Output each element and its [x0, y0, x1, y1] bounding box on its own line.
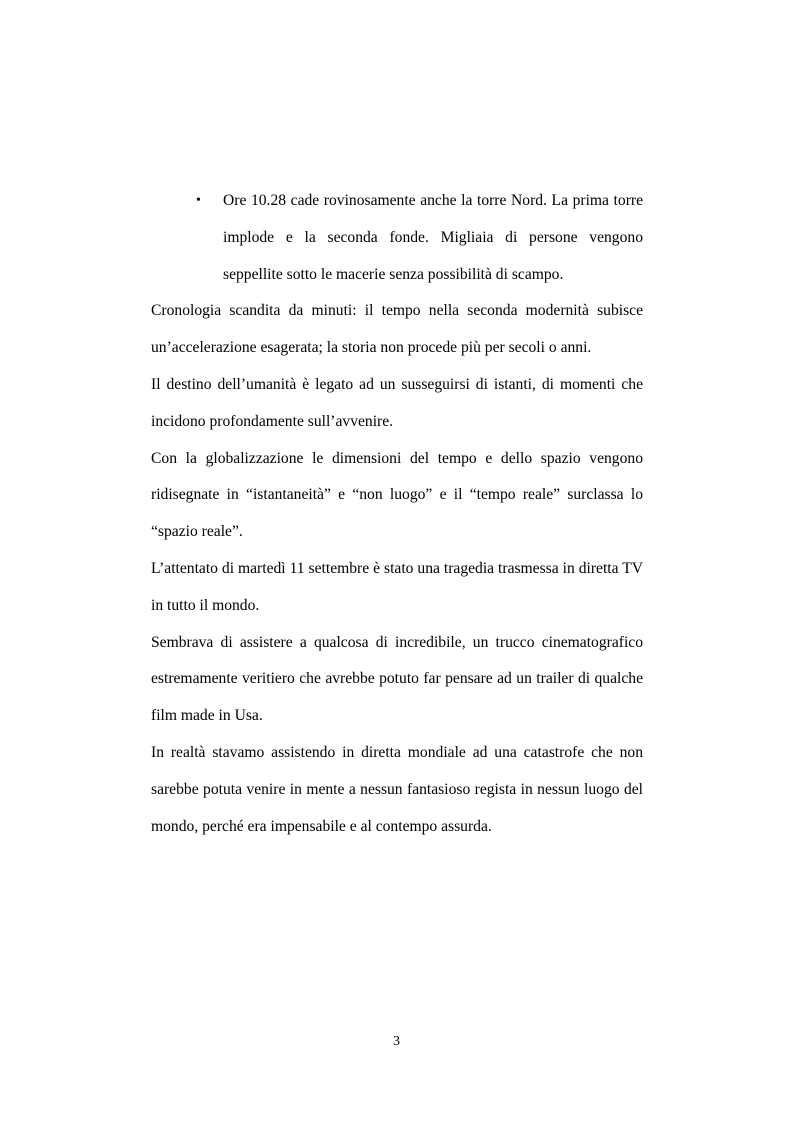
paragraph-cinematic: Sembrava di assistere a qualcosa di incredibile, un trucco cinematografico estremamente veritiero che avrebbe potuto far pensare ad un trailer di qualche film made in Usa.	[151, 633, 643, 725]
paragraph-chronology: Cronologia scandita da minuti: il tempo nella seconda modernità subisce un’accelerazione esagerata; la storia non procede più per secoli o anni.	[151, 302, 643, 357]
page-body	[151, 183, 643, 845]
page-number: 3	[393, 1034, 400, 1049]
paragraph-globalization: Con la globalizzazione le dimensioni del tempo e dello spazio vengono ridisegnate in “istantaneità” e “non luogo” e il “tempo reale” surclassa lo “spazio reale”.	[151, 449, 643, 541]
paragraph-reality: In realtà stavamo assistendo in diretta mondiale ad una catastrofe che non sarebbe potuta venire in mente a nessun fantasioso regista in nessun luogo del mondo, perché era impensabile e al contempo assurda.	[151, 743, 643, 835]
paragraph-destiny: Il destino dell’umanità è legato ad un susseguirsi di istanti, di momenti che incidono profondamente sull’avvenire.	[151, 375, 643, 430]
bullet-icon: •	[196, 193, 201, 208]
paragraph-attack: L’attentato di martedì 11 settembre è stato una tragedia trasmessa in diretta TV in tutto il mondo.	[151, 559, 643, 614]
bullet-list-item	[196, 183, 643, 293]
bullet-text: Ore 10.28 cade rovinosamente anche la torre Nord. La prima torre implode e la seconda fonde. Migliaia di persone vengono seppellite sotto le macerie senza possibilità di scampo.	[223, 192, 643, 283]
